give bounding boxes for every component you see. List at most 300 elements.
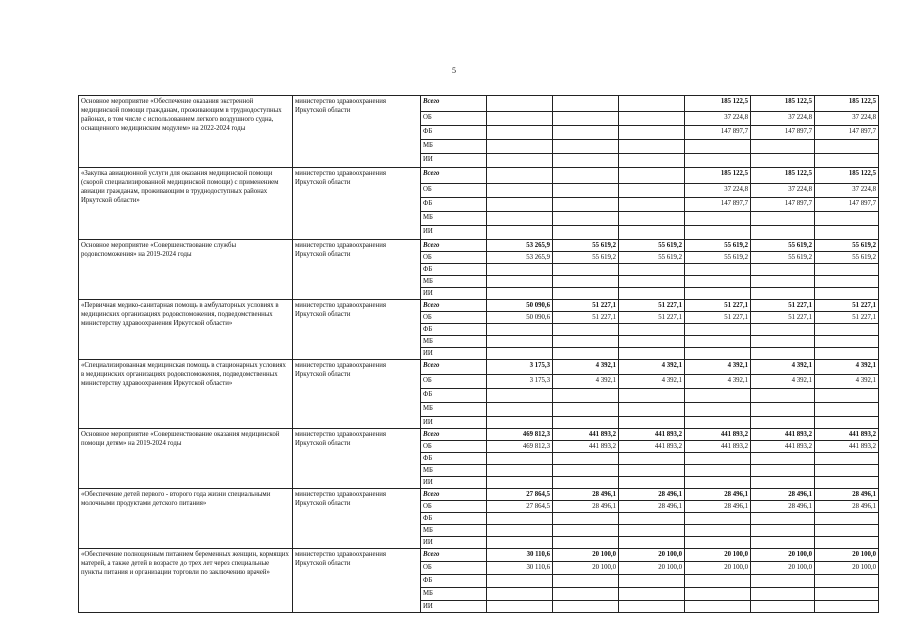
amount-cell: 28 496,1 <box>553 489 619 501</box>
amount-cell <box>815 348 879 360</box>
table-row-total <box>79 300 879 312</box>
amount-cell: 55 619,2 <box>685 240 751 252</box>
amount-cell: 441 893,2 <box>751 441 815 453</box>
amount-cell: 20 100,0 <box>685 549 751 562</box>
amount-cell <box>815 453 879 465</box>
responsible-executor: министерство здравоохранения Иркутской области <box>293 489 421 549</box>
amount-cell <box>685 348 751 360</box>
funding-source: Всего <box>421 429 487 441</box>
amount-cell <box>685 226 751 240</box>
amount-cell: 4 392,1 <box>815 375 879 389</box>
amount-cell <box>815 226 879 240</box>
funding-source: ФБ <box>421 389 487 403</box>
amount-cell <box>487 588 553 601</box>
amount-cell: 4 392,1 <box>685 375 751 389</box>
table-row-total <box>79 240 879 252</box>
amount-cell <box>619 465 685 477</box>
amount-cell: 441 893,2 <box>553 441 619 453</box>
amount-cell <box>751 525 815 537</box>
amount-cell <box>619 198 685 212</box>
funding-source: ФБ <box>421 575 487 588</box>
amount-cell <box>751 588 815 601</box>
amount-cell <box>619 417 685 429</box>
amount-cell <box>619 588 685 601</box>
amount-cell <box>619 348 685 360</box>
amount-cell <box>553 537 619 549</box>
amount-cell: 441 893,2 <box>619 441 685 453</box>
funding-source: МБ <box>421 403 487 417</box>
funding-source: Всего <box>421 240 487 252</box>
amount-cell: 441 893,2 <box>619 429 685 441</box>
amount-cell <box>685 264 751 276</box>
amount-cell <box>619 276 685 288</box>
amount-cell <box>487 126 553 140</box>
amount-cell <box>553 403 619 417</box>
amount-cell: 147 897,7 <box>685 198 751 212</box>
amount-cell: 185 122,5 <box>751 168 815 184</box>
amount-cell <box>487 154 553 168</box>
amount-cell <box>751 264 815 276</box>
amount-cell <box>685 276 751 288</box>
amount-cell: 147 897,7 <box>815 126 879 140</box>
amount-cell <box>815 477 879 489</box>
amount-cell: 28 496,1 <box>815 501 879 513</box>
amount-cell: 51 227,1 <box>553 300 619 312</box>
amount-cell: 4 392,1 <box>553 375 619 389</box>
amount-cell: 4 392,1 <box>619 375 685 389</box>
amount-cell: 147 897,7 <box>751 198 815 212</box>
amount-cell: 28 496,1 <box>685 489 751 501</box>
amount-cell: 50 090,6 <box>487 312 553 324</box>
amount-cell: 55 619,2 <box>815 252 879 264</box>
amount-cell <box>815 140 879 154</box>
amount-cell <box>815 403 879 417</box>
amount-cell: 469 812,3 <box>487 441 553 453</box>
amount-cell: 27 864,5 <box>487 501 553 513</box>
amount-cell <box>685 417 751 429</box>
funding-source: ИИ <box>421 601 487 613</box>
amount-cell <box>751 324 815 336</box>
amount-cell: 20 100,0 <box>553 562 619 575</box>
amount-cell: 441 893,2 <box>553 429 619 441</box>
amount-cell: 55 619,2 <box>751 240 815 252</box>
funding-source: ИИ <box>421 226 487 240</box>
amount-cell <box>685 389 751 403</box>
amount-cell <box>751 417 815 429</box>
amount-cell <box>619 513 685 525</box>
amount-cell: 51 227,1 <box>619 300 685 312</box>
amount-cell <box>487 465 553 477</box>
amount-cell <box>553 168 619 184</box>
amount-cell <box>619 477 685 489</box>
funding-source: ФБ <box>421 198 487 212</box>
amount-cell <box>685 453 751 465</box>
funding-source: ОБ <box>421 375 487 389</box>
amount-cell <box>553 417 619 429</box>
funding-source: ОБ <box>421 562 487 575</box>
amount-cell <box>487 453 553 465</box>
amount-cell <box>685 513 751 525</box>
amount-cell <box>553 588 619 601</box>
funding-source: ФБ <box>421 453 487 465</box>
amount-cell <box>487 389 553 403</box>
amount-cell: 51 227,1 <box>685 300 751 312</box>
amount-cell <box>751 288 815 300</box>
amount-cell: 37 224,8 <box>685 184 751 198</box>
amount-cell: 441 893,2 <box>751 429 815 441</box>
activity-description: «Первичная медико-санитарная помощь в амбулаторных условиях в медицинских организациях родовспоможения, подведомственных министерству здравоохранения Иркутской области» <box>79 300 293 360</box>
budget-table <box>78 95 879 613</box>
amount-cell <box>553 226 619 240</box>
amount-cell <box>487 417 553 429</box>
amount-cell: 28 496,1 <box>619 489 685 501</box>
funding-source: ОБ <box>421 252 487 264</box>
amount-cell: 55 619,2 <box>619 240 685 252</box>
amount-cell: 147 897,7 <box>685 126 751 140</box>
funding-source: ИИ <box>421 154 487 168</box>
amount-cell: 51 227,1 <box>751 312 815 324</box>
amount-cell: 185 122,5 <box>815 96 879 112</box>
amount-cell <box>685 324 751 336</box>
amount-cell <box>487 403 553 417</box>
amount-cell: 55 619,2 <box>815 240 879 252</box>
responsible-executor: министерство здравоохранения Иркутской области <box>293 549 421 613</box>
amount-cell <box>685 154 751 168</box>
amount-cell <box>487 140 553 154</box>
amount-cell <box>553 477 619 489</box>
funding-source: ФБ <box>421 513 487 525</box>
amount-cell <box>619 112 685 126</box>
funding-source: ИИ <box>421 477 487 489</box>
amount-cell <box>553 140 619 154</box>
amount-cell <box>619 336 685 348</box>
funding-source: ФБ <box>421 126 487 140</box>
amount-cell <box>815 417 879 429</box>
funding-source: ОБ <box>421 501 487 513</box>
amount-cell <box>815 336 879 348</box>
amount-cell <box>487 525 553 537</box>
amount-cell: 37 224,8 <box>751 184 815 198</box>
amount-cell <box>619 154 685 168</box>
amount-cell <box>619 537 685 549</box>
table-row-total <box>79 429 879 441</box>
table-row-total <box>79 549 879 562</box>
amount-cell: 4 392,1 <box>751 375 815 389</box>
amount-cell <box>685 601 751 613</box>
amount-cell <box>685 537 751 549</box>
amount-cell <box>619 453 685 465</box>
amount-cell: 20 100,0 <box>815 562 879 575</box>
amount-cell <box>487 96 553 112</box>
funding-source: Всего <box>421 549 487 562</box>
amount-cell <box>487 226 553 240</box>
amount-cell <box>553 288 619 300</box>
table-row-total <box>79 489 879 501</box>
amount-cell <box>815 601 879 613</box>
amount-cell <box>619 212 685 226</box>
amount-cell <box>619 575 685 588</box>
amount-cell <box>553 276 619 288</box>
amount-cell <box>619 264 685 276</box>
amount-cell <box>815 212 879 226</box>
responsible-executor: министерство здравоохранения Иркутской области <box>293 429 421 489</box>
amount-cell <box>751 403 815 417</box>
amount-cell: 37 224,8 <box>685 112 751 126</box>
amount-cell <box>553 525 619 537</box>
responsible-executor: министерство здравоохранения Иркутской области <box>293 300 421 360</box>
amount-cell: 4 392,1 <box>751 360 815 375</box>
amount-cell: 30 110,6 <box>487 562 553 575</box>
funding-source: ФБ <box>421 264 487 276</box>
amount-cell <box>487 112 553 126</box>
amount-cell: 53 265,9 <box>487 240 553 252</box>
funding-source: ИИ <box>421 537 487 549</box>
amount-cell <box>553 389 619 403</box>
amount-cell: 55 619,2 <box>685 252 751 264</box>
funding-source: Всего <box>421 489 487 501</box>
responsible-executor: министерство здравоохранения Иркутской области <box>293 96 421 168</box>
amount-cell <box>553 465 619 477</box>
amount-cell <box>619 525 685 537</box>
amount-cell <box>553 513 619 525</box>
amount-cell <box>553 453 619 465</box>
amount-cell <box>751 575 815 588</box>
amount-cell <box>685 212 751 226</box>
amount-cell <box>815 537 879 549</box>
amount-cell <box>553 601 619 613</box>
amount-cell <box>751 226 815 240</box>
amount-cell <box>619 96 685 112</box>
funding-source: ОБ <box>421 112 487 126</box>
amount-cell: 441 893,2 <box>815 441 879 453</box>
amount-cell <box>619 126 685 140</box>
funding-source: ОБ <box>421 184 487 198</box>
amount-cell: 28 496,1 <box>751 489 815 501</box>
funding-source: ОБ <box>421 441 487 453</box>
amount-cell: 3 175,3 <box>487 375 553 389</box>
amount-cell: 51 227,1 <box>751 300 815 312</box>
amount-cell: 28 496,1 <box>619 501 685 513</box>
amount-cell: 441 893,2 <box>685 441 751 453</box>
responsible-executor: министерство здравоохранения Иркутской области <box>293 240 421 300</box>
amount-cell <box>751 389 815 403</box>
activity-description: Основное мероприятие «Совершенствование службы родовспоможения» на 2019-2024 годы <box>79 240 293 300</box>
amount-cell <box>685 477 751 489</box>
amount-cell: 53 265,9 <box>487 252 553 264</box>
amount-cell: 185 122,5 <box>685 96 751 112</box>
activity-description: «Обеспечение детей первого - второго года жизни специальными молочными продуктами детского питания» <box>79 489 293 549</box>
amount-cell: 185 122,5 <box>815 168 879 184</box>
amount-cell <box>553 336 619 348</box>
amount-cell <box>553 264 619 276</box>
amount-cell: 37 224,8 <box>815 112 879 126</box>
activity-description: Основное мероприятие «Обеспечение оказания экстренной медицинской помощи гражданам, проживающим в труднодоступных районах, в том числе с использованием легкого воздушного судна, оснащенного медицинским модулем» на 2022-2024 годы <box>79 96 293 168</box>
amount-cell: 147 897,7 <box>815 198 879 212</box>
activity-description: «Специализированная медицинская помощь в стационарных условиях в медицинских организациях родовспоможения, подведомственных министерству здравоохранения Иркутской области» <box>79 360 293 429</box>
amount-cell <box>619 601 685 613</box>
amount-cell <box>685 403 751 417</box>
activity-description: «Обеспечение полноценным питанием беременных женщин, кормящих матерей, а также детей в возрасте до трех лет через специальные пункты питания и организации торговли по заключению врачей» <box>79 549 293 613</box>
amount-cell: 20 100,0 <box>619 549 685 562</box>
funding-source: МБ <box>421 465 487 477</box>
amount-cell <box>487 336 553 348</box>
funding-source: ИИ <box>421 288 487 300</box>
amount-cell <box>751 276 815 288</box>
amount-cell <box>619 403 685 417</box>
amount-cell <box>553 154 619 168</box>
amount-cell <box>553 324 619 336</box>
amount-cell <box>553 348 619 360</box>
amount-cell: 51 227,1 <box>685 312 751 324</box>
amount-cell <box>487 168 553 184</box>
funding-source: ИИ <box>421 348 487 360</box>
amount-cell: 55 619,2 <box>751 252 815 264</box>
table-row-total <box>79 360 879 375</box>
amount-cell <box>685 465 751 477</box>
amount-cell <box>685 336 751 348</box>
amount-cell <box>751 336 815 348</box>
amount-cell: 50 090,6 <box>487 300 553 312</box>
amount-cell <box>487 348 553 360</box>
funding-source: МБ <box>421 525 487 537</box>
amount-cell <box>751 348 815 360</box>
responsible-executor: министерство здравоохранения Иркутской области <box>293 168 421 240</box>
amount-cell <box>553 184 619 198</box>
amount-cell <box>619 324 685 336</box>
responsible-executor: министерство здравоохранения Иркутской области <box>293 360 421 429</box>
amount-cell <box>815 288 879 300</box>
activity-description: «Закупка авиационной услуги для оказания медицинской помощи (скорой специализированной медицинской помощи) с применением авиации гражданам, проживающим в труднодоступных районах Иркутской области» <box>79 168 293 240</box>
amount-cell: 441 893,2 <box>685 429 751 441</box>
page-number: 5 <box>452 66 456 75</box>
amount-cell: 4 392,1 <box>815 360 879 375</box>
funding-source: МБ <box>421 336 487 348</box>
amount-cell <box>815 324 879 336</box>
amount-cell <box>487 537 553 549</box>
activity-description: Основное мероприятие «Совершенствование оказания медицинской помощи детям» на 2019-2024 годы <box>79 429 293 489</box>
amount-cell <box>815 513 879 525</box>
amount-cell <box>751 453 815 465</box>
amount-cell <box>751 465 815 477</box>
amount-cell: 4 392,1 <box>685 360 751 375</box>
amount-cell <box>487 324 553 336</box>
amount-cell: 51 227,1 <box>553 312 619 324</box>
amount-cell: 20 100,0 <box>553 549 619 562</box>
funding-source: Всего <box>421 360 487 375</box>
funding-source: Всего <box>421 168 487 184</box>
amount-cell <box>553 96 619 112</box>
amount-cell: 4 392,1 <box>553 360 619 375</box>
funding-source: Всего <box>421 96 487 112</box>
amount-cell <box>751 513 815 525</box>
amount-cell: 4 392,1 <box>619 360 685 375</box>
amount-cell: 3 175,3 <box>487 360 553 375</box>
amount-cell <box>487 601 553 613</box>
amount-cell: 469 812,3 <box>487 429 553 441</box>
amount-cell <box>487 513 553 525</box>
amount-cell: 20 100,0 <box>751 562 815 575</box>
amount-cell: 20 100,0 <box>685 562 751 575</box>
amount-cell: 51 227,1 <box>815 300 879 312</box>
funding-source: ФБ <box>421 324 487 336</box>
amount-cell <box>619 389 685 403</box>
amount-cell <box>619 226 685 240</box>
amount-cell <box>751 154 815 168</box>
amount-cell: 28 496,1 <box>751 501 815 513</box>
amount-cell <box>487 276 553 288</box>
amount-cell: 185 122,5 <box>751 96 815 112</box>
amount-cell <box>685 525 751 537</box>
amount-cell <box>815 276 879 288</box>
amount-cell <box>553 575 619 588</box>
amount-cell <box>487 212 553 226</box>
amount-cell <box>751 212 815 226</box>
amount-cell <box>751 601 815 613</box>
amount-cell: 20 100,0 <box>815 549 879 562</box>
amount-cell: 20 100,0 <box>619 562 685 575</box>
amount-cell <box>553 198 619 212</box>
amount-cell <box>619 184 685 198</box>
amount-cell: 28 496,1 <box>553 501 619 513</box>
amount-cell <box>487 575 553 588</box>
amount-cell <box>553 212 619 226</box>
amount-cell <box>685 140 751 154</box>
amount-cell <box>815 389 879 403</box>
amount-cell <box>685 288 751 300</box>
amount-cell <box>815 575 879 588</box>
amount-cell <box>487 288 553 300</box>
amount-cell: 441 893,2 <box>815 429 879 441</box>
amount-cell <box>815 264 879 276</box>
amount-cell <box>553 126 619 140</box>
amount-cell <box>751 140 815 154</box>
funding-source: МБ <box>421 140 487 154</box>
amount-cell: 55 619,2 <box>553 252 619 264</box>
amount-cell <box>815 154 879 168</box>
funding-source: ОБ <box>421 312 487 324</box>
amount-cell <box>487 198 553 212</box>
funding-source: МБ <box>421 212 487 226</box>
funding-source: Всего <box>421 300 487 312</box>
funding-source: МБ <box>421 276 487 288</box>
table-row-total <box>79 96 879 112</box>
amount-cell <box>619 288 685 300</box>
amount-cell: 27 864,5 <box>487 489 553 501</box>
amount-cell <box>815 588 879 601</box>
amount-cell <box>487 184 553 198</box>
amount-cell <box>553 112 619 126</box>
amount-cell: 37 224,8 <box>751 112 815 126</box>
funding-source: ИИ <box>421 417 487 429</box>
amount-cell <box>487 264 553 276</box>
amount-cell: 28 496,1 <box>815 489 879 501</box>
amount-cell: 55 619,2 <box>553 240 619 252</box>
amount-cell <box>619 168 685 184</box>
amount-cell <box>685 588 751 601</box>
amount-cell: 28 496,1 <box>685 501 751 513</box>
amount-cell: 30 110,6 <box>487 549 553 562</box>
amount-cell: 51 227,1 <box>619 312 685 324</box>
amount-cell <box>751 537 815 549</box>
table-row-total <box>79 168 879 184</box>
amount-cell <box>751 477 815 489</box>
amount-cell: 51 227,1 <box>815 312 879 324</box>
funding-source: МБ <box>421 588 487 601</box>
amount-cell: 55 619,2 <box>619 252 685 264</box>
amount-cell <box>619 140 685 154</box>
amount-cell <box>815 465 879 477</box>
amount-cell: 37 224,8 <box>815 184 879 198</box>
